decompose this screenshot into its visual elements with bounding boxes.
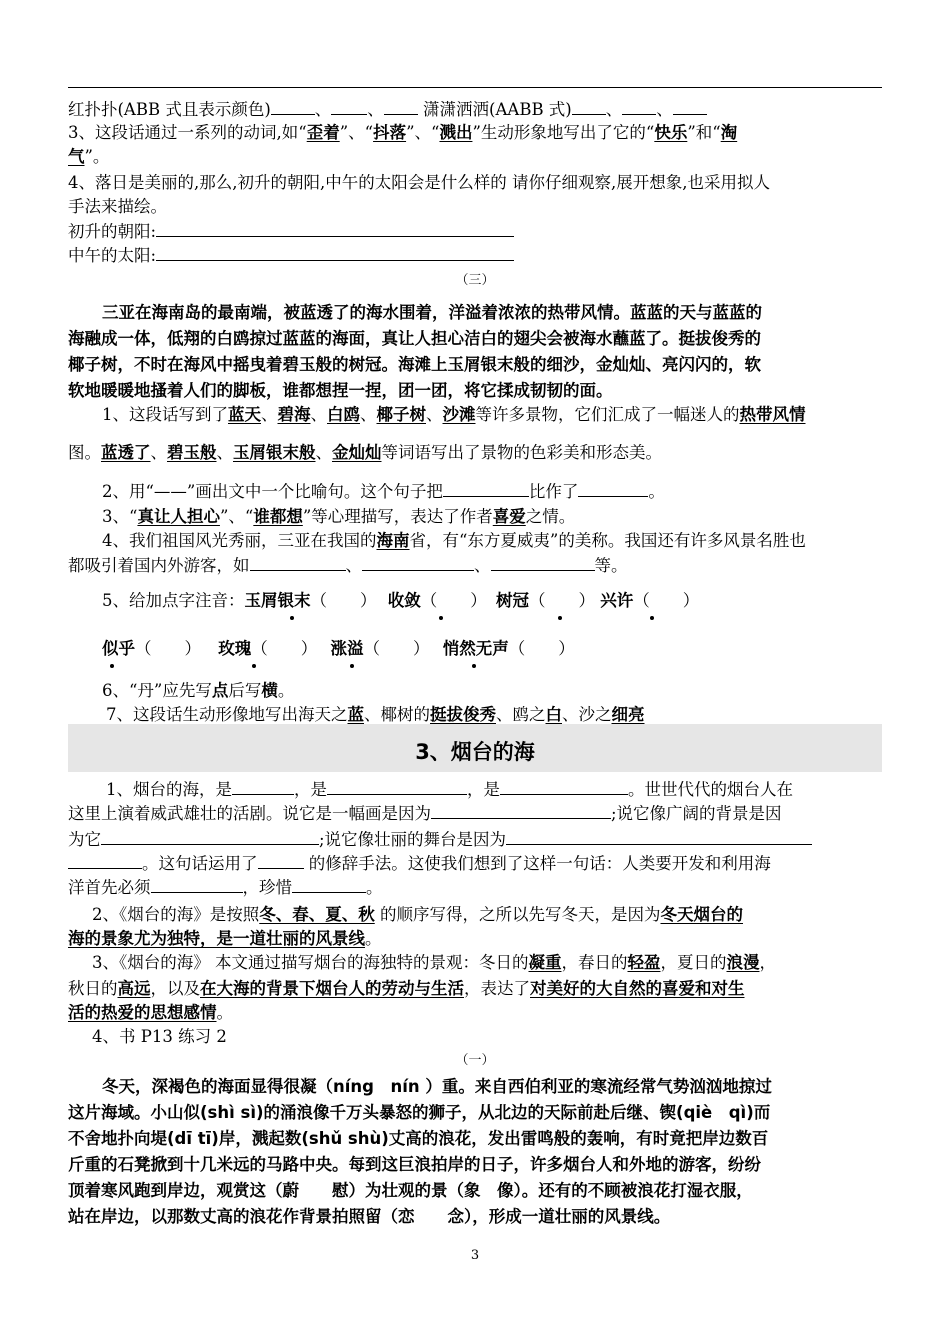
lesson-title: 3、烟台的海 (415, 740, 535, 764)
emphasis-dot (472, 664, 476, 668)
answer-word: 歪着 (306, 123, 340, 142)
answer-word: 淘 (720, 123, 738, 142)
emphasis-dot (110, 664, 114, 668)
question-1-scenery: 1、这段话写到了蓝天、碧海、白鸥、椰子树、沙滩等许多景物，它们汇成了一幅迷人的热带风情 (102, 405, 806, 424)
answer-blank[interactable] (331, 98, 367, 115)
answer-word: 椰子树 (376, 405, 426, 424)
answer-blank[interactable] (327, 778, 467, 795)
answer-word: 玉屑银末般 (233, 443, 316, 462)
yantai-q3-line2: 秋日的高远，以及在大海的背景下烟台人的劳动与生活，表达了对美好的大自然的喜爱和对生 (68, 979, 745, 998)
answer-word: 在大海的背景下烟台人的劳动与生活 (200, 979, 464, 998)
sunrise-line (68, 220, 882, 243)
answer-word: 溅出 (439, 123, 473, 142)
section-marker-1: （一） (455, 1053, 495, 1068)
pinyin-blank[interactable]: （ ） (135, 639, 201, 658)
answer-word: 碧海 (277, 405, 311, 424)
aabb-label: 潇潇洒洒(AABB 式) (423, 100, 572, 119)
question-1-scenery-cont: 图。蓝透了、碧玉般、玉屑银末般、金灿灿等词语写出了景物的色彩美和形态美。 (68, 443, 662, 462)
passage-line: 顶着寒风跑到岸边，观赏这（蔚 慰）为壮观的景（象 像）。还有的不顾被浪花打湿衣服， (68, 1181, 753, 1200)
yantai-q1-line2: 这里上演着威武雄壮的活剧。说它是一幅画是因为 ;说它像广阔的背景是因 (68, 804, 782, 823)
sunrise-label: 初升的朝阳: (68, 222, 157, 241)
answer-blank[interactable] (362, 554, 474, 571)
pinyin-blank[interactable]: （ ） (633, 591, 700, 610)
pinyin-blank[interactable]: （ ） (251, 639, 318, 658)
passage-line: 站在岸边，以那数丈高的浪花作背景拍照留（恋 念），形成一道壮丽的风景线。 (68, 1207, 671, 1226)
answer-word: 冬、春、夏、秋 (259, 905, 375, 924)
answer-blank[interactable] (68, 852, 142, 869)
passage-line: 软地暖暖地搔着人们的脚板，谁都想捏一捏，团一团，将它揉成韧韧的面。 (68, 381, 613, 400)
answer-word: 挺拔俊秀 (430, 705, 496, 724)
passage-line: 三亚在海南岛的最南端，被蓝透了的海水围着，洋溢着浓浓的热带风情。蓝蓝的天与蓝蓝的 (102, 303, 762, 322)
emphasis-dot (558, 616, 562, 620)
answer-word: 凝重 (528, 953, 562, 972)
yantai-q3-line3: 活的热爱的思想感情。 (68, 1003, 233, 1022)
abb-label: 红扑扑(ABB 式且表示颜色) (68, 100, 271, 119)
answer-word: 点 (211, 681, 229, 700)
dotted-word: 似乎 (102, 639, 135, 658)
answer-word: 横 (261, 681, 278, 700)
answer-blank[interactable] (506, 828, 812, 845)
section-marker-3: （三） (455, 273, 495, 288)
dotted-word: 玫瑰 (218, 639, 252, 658)
question-6-stroke: 6、“丹”应先写点后写横。 (102, 681, 295, 700)
page-number: 3 (470, 1248, 480, 1263)
answer-word: 细亮 (611, 705, 645, 724)
question-5-pinyin: 5、给加点字注音：玉屑银末（ ） 收敛（ ） 树冠（ ） 兴许（ ） (102, 591, 700, 610)
dotted-word: 收敛 (387, 591, 421, 610)
answer-blank[interactable] (151, 876, 243, 893)
question-3-psychology: 3、“真让人担心”、“谁都想”等心理描写，表达了作者喜爱之情。 (102, 507, 576, 526)
answer-word: 白 (545, 705, 562, 724)
answer-blank[interactable] (292, 876, 366, 893)
pinyin-blank[interactable]: （ ） (420, 591, 487, 610)
answer-blank[interactable] (384, 98, 418, 115)
header-rule (68, 87, 882, 88)
answer-word: 活的热爱的思想感情 (68, 1003, 217, 1022)
answer-blank[interactable] (250, 554, 346, 571)
yantai-q2-line2: 海的景象尤为独特，是一道壮丽的风景线。 (68, 929, 382, 948)
pinyin-blank[interactable]: （ ） (508, 639, 575, 658)
answer-word: 海南 (376, 531, 410, 550)
answer-word: 蓝天 (228, 405, 261, 424)
emphasis-dot (350, 664, 354, 668)
answer-word: 高远 (117, 979, 151, 998)
passage-line: 这片海域。小山似(shì sì)的涌浪像千万头暴怒的狮子，从北边的天际前赴后继、锲(qiè qì)而 (68, 1103, 771, 1122)
answer-blank[interactable] (622, 98, 656, 115)
sunrise-blank[interactable] (156, 220, 514, 237)
answer-word: 碧玉般 (167, 443, 217, 462)
answer-blank[interactable] (572, 98, 606, 115)
answer-word: 冬天烟台的 (660, 905, 743, 924)
yantai-q1-line5: 洋首先必须 ，珍惜 。 (68, 878, 383, 897)
answer-word: 沙滩 (442, 405, 476, 424)
answer-word: 对美好的大自然的喜爱和对生 (530, 979, 745, 998)
question-3-verbs: 3、这段话通过一系列的动词,如“歪着”、“抖落”、“溅出”生动形象地写出了它的“快乐”和“淘 (68, 123, 738, 142)
answer-word: 谁都想 (253, 507, 303, 526)
answer-blank[interactable] (578, 480, 648, 497)
question-5-pinyin-row2 (68, 638, 916, 660)
question-2-metaphor: 2、用“——”画出文中一个比喻句。这个句子把 比作了 。 (102, 482, 665, 501)
passage-line: 海融成一体，低翔的白鸥掠过蓝蓝的海面，真让人担心洁白的翅尖会被海水蘸蓝了。挺拔俊秀的 (68, 329, 761, 348)
answer-blank[interactable] (500, 778, 628, 795)
answer-word: 气 (68, 147, 85, 166)
question-4-line1: 4、落日是美丽的,那么,初升的朝阳,中午的太阳会是什么样的 请你仔细观察,展开想象,也采用拟人 (68, 173, 770, 192)
abb-aabb-line: 红扑扑(ABB 式且表示颜色) 、 、 潇潇洒洒(AABB 式) 、 、 (68, 98, 882, 121)
dotted-word: 兴许 (600, 591, 634, 610)
dotted-word: 涨溢 (330, 639, 364, 658)
yantai-q1-line1: 1、烟台的海，是 ，是 ，是 。世世代代的烟台人在 (106, 780, 793, 799)
question-3-verbs-cont: 气”。 (68, 147, 110, 166)
emphasis-dot (650, 616, 654, 620)
answer-word: 喜爱 (492, 507, 526, 526)
question-4-hainan-cont: 都吸引着国内外游客，如 、 、 等。 (68, 556, 628, 575)
answer-blank[interactable] (258, 852, 304, 869)
dotted-word: 树冠 (496, 591, 529, 610)
passage-line: 不舍地扑向堤(dī tī)岸，溅起数(shǔ shù)丈高的浪花，发出雷鸣般的轰响，有时竟把岸边数百 (68, 1129, 769, 1148)
yantai-q3-line1: 3、《烟台的海》 本文通过描写烟台的海独特的景观：冬日的凝重，春日的轻盈，夏日的浪漫， (92, 953, 776, 972)
answer-word: 抖落 (373, 123, 407, 142)
answer-word: 白鸥 (327, 405, 360, 424)
question-4-hainan: 4、我们祖国风光秀丽，三亚在我国的海南省，有“东方夏威夷”的美称。我国还有许多风景名胜也 (102, 531, 806, 550)
answer-word: 金灿灿 (332, 443, 382, 462)
answer-blank[interactable] (271, 98, 315, 115)
answer-word: 蓝 (347, 705, 364, 724)
answer-blank[interactable] (232, 778, 294, 795)
answer-word: 蓝透了 (101, 443, 151, 462)
answer-word: 快乐 (654, 123, 688, 142)
yantai-q2-line1: 2、《烟台的海》是按照冬、春、夏、秋 的顺序写得，之所以先写冬天，是因为冬天烟台的 (92, 905, 743, 924)
noon-blank[interactable] (156, 244, 514, 261)
dotted-word: 悄然无声 (442, 639, 509, 658)
question-4-line2: 手法来描绘。 (68, 197, 167, 216)
noon-label: 中午的太阳: (68, 246, 157, 265)
pinyin-blank[interactable]: （ ） (363, 639, 430, 658)
emphasis-dot (252, 664, 256, 668)
answer-blank[interactable] (101, 828, 319, 845)
passage-line: 椰子树，不时在海风中摇曳着碧玉般的树冠。海滩上玉屑银末般的细沙，金灿灿、亮闪闪的，软 (68, 355, 761, 374)
answer-word: 热带风情 (739, 405, 806, 424)
answer-word: 海的景象尤为独特，是一道壮丽的风景线 (68, 929, 365, 948)
answer-blank[interactable] (431, 802, 611, 819)
noon-line (68, 244, 882, 267)
answer-word: 浪漫 (726, 953, 760, 972)
yantai-q4: 4、书 P13 练习 2 (92, 1027, 227, 1046)
answer-word: 轻盈 (627, 953, 661, 972)
pinyin-blank[interactable]: （ ） (529, 591, 595, 610)
yantai-q1-line3: 为它 ;说它像壮丽的舞台是因为 (68, 828, 882, 851)
emphasis-dot (290, 616, 294, 620)
answer-blank[interactable] (443, 480, 529, 497)
question-7-summary: 7、这段话生动形像地写出海天之蓝、椰树的挺拔俊秀、鸥之白、沙之细亮 (106, 705, 645, 724)
passage-line: 斤重的石凳掀到十几米远的马路中央。每到这巨浪拍岸的日子，许多烟台人和外地的游客，纷纷 (68, 1155, 761, 1174)
pinyin-blank[interactable]: （ ） (310, 591, 377, 610)
dotted-word: 玉屑银末 (244, 591, 311, 610)
answer-blank[interactable] (673, 98, 707, 115)
yantai-q1-line4: 。这句话运用了 的修辞手法。这使我们想到了这样一句话：人类要开发和利用海 (68, 852, 882, 875)
answer-word: 真让人担心 (137, 507, 220, 526)
emphasis-dot (439, 616, 443, 620)
answer-blank[interactable] (491, 554, 595, 571)
passage-line: 冬天，深褐色的海面显得很凝（níng nín ）重。来自西伯利亚的寒流经常气势汹汹地掠过 (102, 1077, 772, 1096)
